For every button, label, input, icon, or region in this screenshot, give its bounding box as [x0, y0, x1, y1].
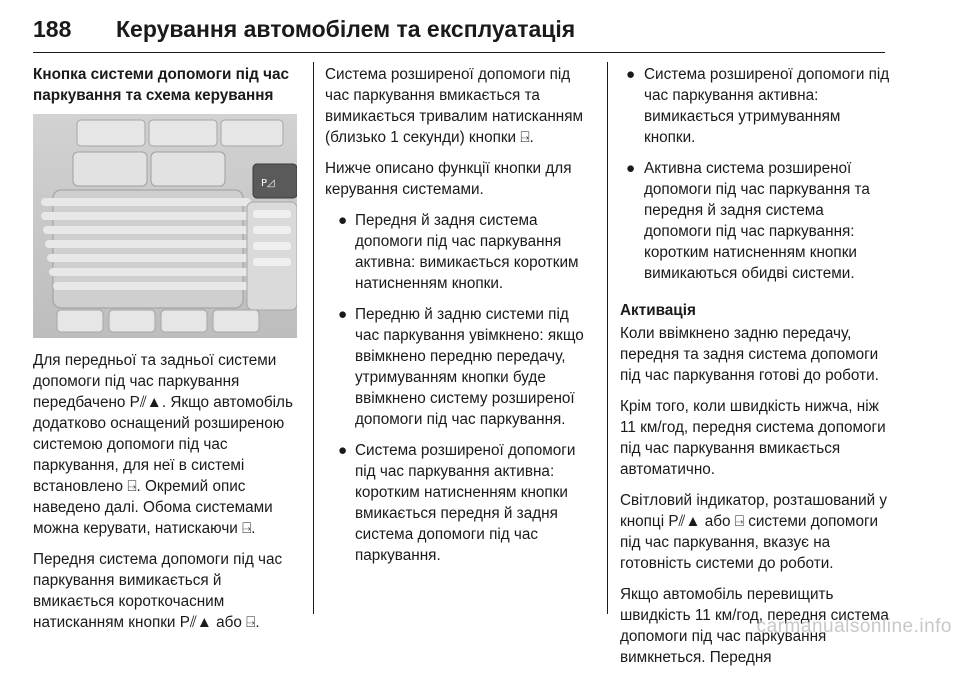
page-number: 188	[33, 16, 72, 42]
section-heading: Активація	[620, 302, 696, 319]
bullet-icon: ●	[626, 66, 636, 83]
list-item: ● Система розширеної допомоги під час паркування активна: вимикається утримуванням кнопки.	[626, 66, 890, 146]
bullet-icon: ●	[626, 160, 636, 177]
column-2	[325, 64, 595, 576]
paragraph: Передня система допомоги під час паркування вимикається й вмикається короткочасним натисканням кнопки P⫽▲ або ⍈.	[33, 551, 283, 631]
section-heading: Кнопка системи допомоги під час паркування та схема керування	[33, 66, 290, 104]
page-title: Керування автомобілем та експлуатація	[116, 16, 576, 42]
bullet-list	[325, 210, 595, 566]
paragraph: Світловий індикатор, розташований у кнопці P⫽▲ або ⍈ системи допомоги під час паркування, вказує на готовність системи до роботи.	[620, 492, 888, 572]
bullet-icon: ●	[338, 442, 348, 459]
bullet-icon: ●	[338, 306, 348, 323]
column-divider	[607, 62, 608, 614]
console-button-figure	[33, 114, 297, 338]
paragraph: Для передньої та задньої системи допомоги під час паркування передбачено P⫽▲. Якщо автомобіль додатково оснащений розширеною системою допомоги під час паркування, для неї в системі встановлено ⍈. Окремий опис наведено далі. Обома системами можна керувати, натискаючи ⍈.	[33, 352, 293, 537]
paragraph: Система розширеної допомоги під час паркування вмикається та вимикається тривалим натисканням (близько 1 секунди) кнопки ⍈.	[325, 66, 584, 146]
paragraph: Коли ввімкнено задню передачу, передня та задня система допомоги під час паркування готові до роботи.	[620, 325, 879, 384]
list-item: ● Передню й задню системи під час паркування увімкнено: якщо ввімкнено передню передачу, утримуванням кнопки буде ввімкнено систему розширеної допомоги під час паркування.	[338, 306, 584, 428]
paragraph: Нижче описано функції кнопки для керування системами.	[325, 160, 572, 198]
watermark: carmanualsonline.info	[756, 616, 952, 637]
column-divider	[313, 62, 314, 614]
column-1	[33, 64, 301, 643]
list-item: ● Активна система розширеної допомоги під час паркування та передня й задня система допомоги під час паркування: коротким натисненням кнопки вимикаються обидві системи.	[626, 160, 870, 282]
column-3	[620, 64, 890, 678]
list-item: ● Передня й задня система допомоги під час паркування активна: вимикається коротким натисненням кнопки.	[338, 212, 579, 292]
bullet-list	[620, 64, 890, 284]
paragraph: Крім того, коли швидкість нижча, ніж 11 км/год, передня система допомоги під час паркування вмикається автоматично.	[620, 398, 886, 478]
paragraph: Якщо автомобіль перевищить швидкість 11 км/год, передня система допомоги під час паркування вимкнеться. Передня	[620, 586, 889, 666]
bullet-icon: ●	[338, 212, 348, 229]
list-item: ● Система розширеної допомоги під час паркування активна: коротким натисненням кнопки вмикається передня й задня система допомоги під час паркування.	[338, 442, 576, 564]
park-button-label: P◿	[261, 178, 275, 189]
page-header	[33, 14, 885, 53]
